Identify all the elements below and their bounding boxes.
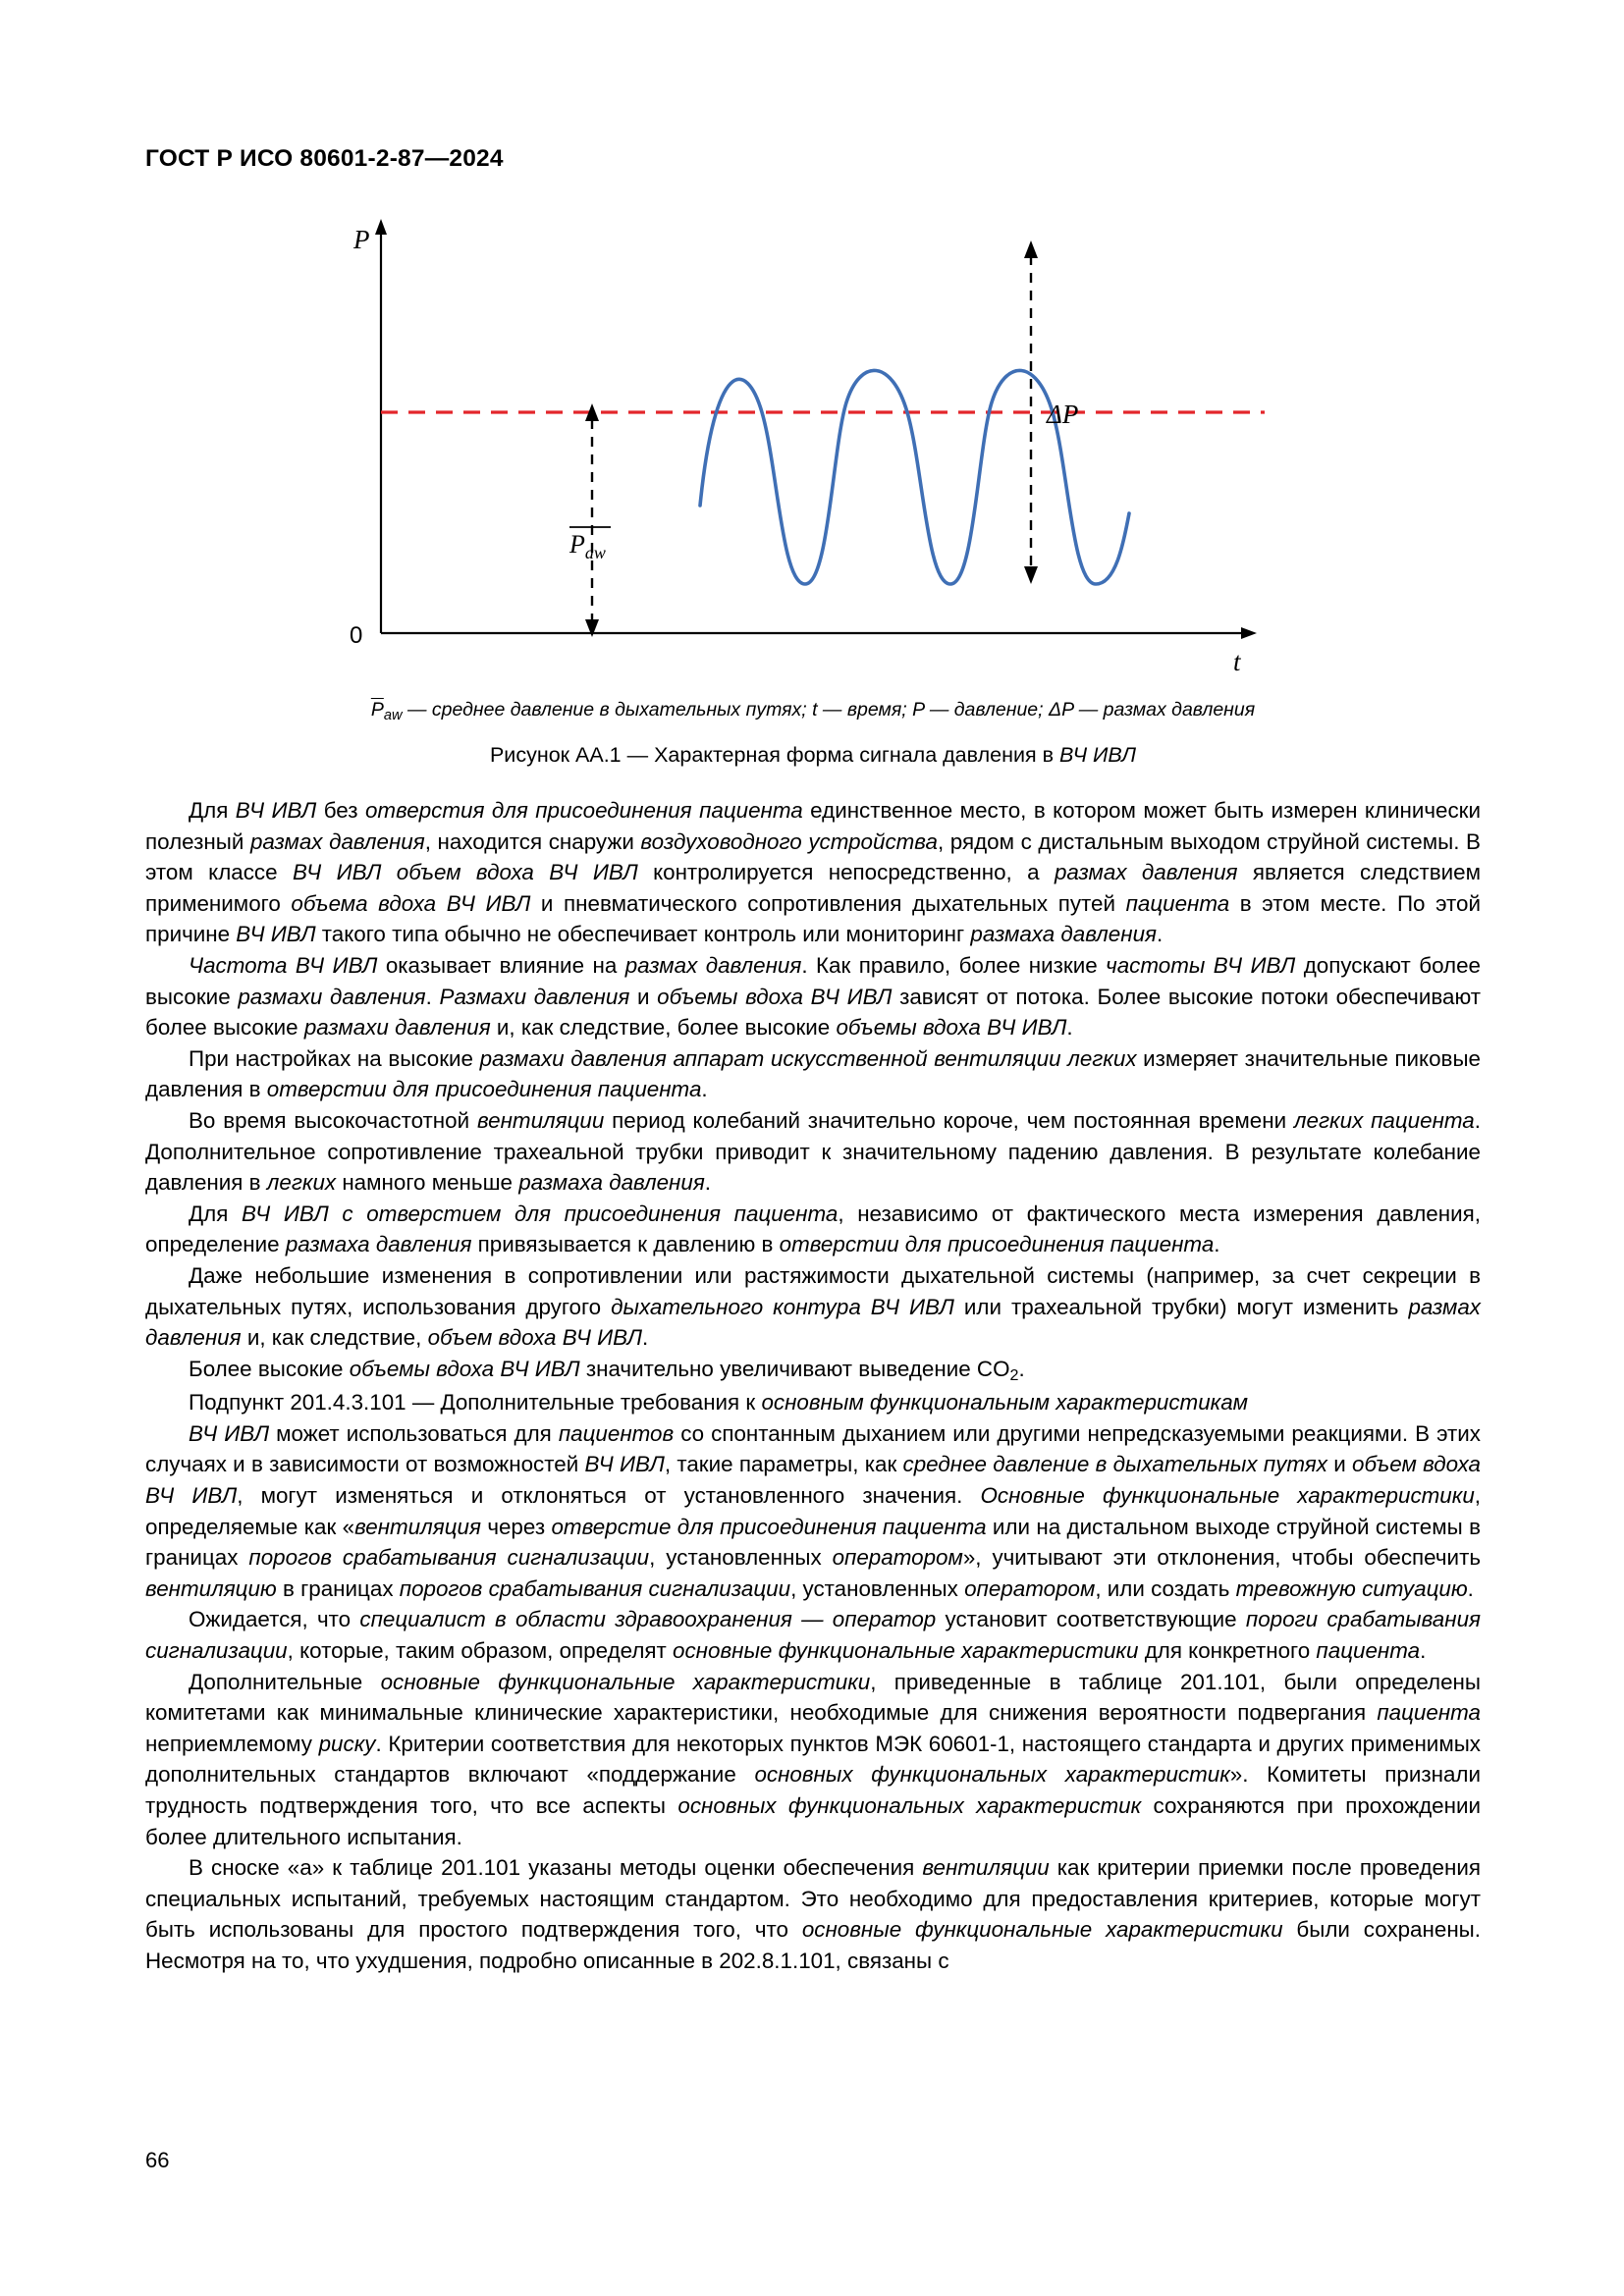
body-text: [145, 795, 1481, 1977]
figure-legend-text: — среднее давление в дыхательных путях; t — время; P — давление; ΔP — размах давления: [406, 699, 1256, 721]
body-paragraph: Для ВЧ ИВЛ без отверстия для присоединения пациента единственное место, в котором может быть измерен клинически полезный размах давления, находится снаружи воздуховодного устройства, рядом с дистальным выходом струйной системы. В этом классе ВЧ ИВЛ объем вдоха ВЧ ИВЛ контролируется непосредственно, а размах давления является следствием применимого объема вдоха ВЧ ИВЛ и пневматического сопротивления дыхательных путей пациента в этом месте. По этой причине ВЧ ИВЛ такого типа обычно не обеспечивает контроль или мониторинг размаха давления.: [145, 798, 1482, 947]
page-number: 66: [145, 2148, 170, 2172]
y-axis-arrow: [375, 219, 387, 235]
x-axis-arrow: [1241, 627, 1257, 639]
body-paragraph: Во время высокочастотной вентиляции период колебаний значительно короче, чем постоянная времени легких пациента. Дополнительное сопротивление трахеальной трубки приводит к значительному падению давления. В результате колебание давления в легких намного меньше размаха давления.: [145, 1107, 1481, 1196]
figure-AA-1: [145, 201, 1481, 712]
body-paragraph: Ожидается, что специалист в области здравоохранения — оператор установит соответствующие пороги срабатывания сигнализации, которые, таким образом, определят основные функциональные характеристики для конкретного пациента.: [145, 1607, 1481, 1664]
svg-text:Paw: $P_{aw}$: [569, 530, 606, 562]
axis-origin-label: 0: [350, 622, 363, 649]
body-paragraph: ВЧ ИВЛ может использоваться для пациентов со спонтанным дыханием или другими непредсказуемыми реакциями. В этих случаях и в зависимости от возможностей ВЧ ИВЛ, такие параметры, как среднее давление в дыхательных путях и объем вдоха ВЧ ИВЛ, могут изменяться и отклоняться от установленного значения. Основные функциональные характеристики, определяемые как «вентиляция через отверстие для присоединения пациента или на дистальном выходе струйной системы в границах порогов срабатывания сигнализации, установленных оператором», учитывают эти отклонения, чтобы обеспечить вентиляцию в границах порогов срабатывания сигнализации, установленных оператором, или создать тревожную ситуацию.: [145, 1420, 1482, 1601]
body-paragraph: Подпункт 201.4.3.101 — Дополнительные требования к основным функциональным характеристикам: [189, 1390, 1249, 1415]
body-paragraph: Более высокие объемы вдоха ВЧ ИВЛ значительно увеличивают выведение $CO_2$.: [189, 1356, 1025, 1385]
delta-p-label: ΔP: [1047, 400, 1079, 429]
body-paragraph: Дополнительные основные функциональные характеристики, приведенные в таблице 201.101, были определены комитетами как минимальные клинические характеристики, необходимые для снижения вероятности подвергания пациента неприемлемому риску. Критерии соответствия для некоторых пунктов МЭК 60601-1, настоящего стандарта и других применимых дополнительных стандартов включают «поддержание основных функциональных характеристик». Комитеты признали трудность подтверждения того, что все аспекты основных функциональных характеристик сохраняются при прохождении более длительного испытания.: [145, 1669, 1482, 1849]
figure-legend: [145, 699, 1481, 721]
body-paragraph: Для ВЧ ИВЛ с отверстием для присоединения пациента, независимо от фактического места измерения давления, определение размаха давления привязывается к давлению в отверстии для присоединения пациента.: [145, 1201, 1481, 1257]
axis-label-time: t: [1233, 647, 1241, 676]
figure-caption: [145, 743, 1481, 768]
figure-caption-prefix: Рисунок АА.1 — Характерная форма сигнала давления в: [489, 743, 1059, 767]
figure-caption-italic: ВЧ ИВЛ: [1058, 743, 1137, 767]
body-paragraph: Частота ВЧ ИВЛ оказывает влияние на размах давления. Как правило, более низкие частоты ВЧ ИВЛ допускают более высокие размахи давления. Размахи давления и объемы вдоха ВЧ ИВЛ зависят от потока. Более высокие потоки обеспечивают более высокие размахи давления и, как следствие, более высокие объемы вдоха ВЧ ИВЛ.: [145, 952, 1481, 1041]
figure-legend-symbol-sub: aw: [383, 707, 403, 723]
delta-p-arrow-head-down: [1024, 566, 1038, 584]
pressure-waveform-chart: [145, 201, 1481, 712]
paw-arrow-head-down: [585, 619, 599, 637]
axis-label-pressure: P: [353, 225, 370, 254]
body-paragraph: При настройках на высокие размахи давления аппарат искусственной вентиляции легких измеряет значительные пиковые давления в отверстии для присоединения пациента.: [145, 1045, 1481, 1102]
body-paragraph: Даже небольшие изменения в сопротивлении или растяжимости дыхательной системы (например, за счет секреции в дыхательных путях, использования другого дыхательного контура ВЧ ИВЛ или трахеальной трубки) могут изменить размах давления и, как следствие, объем вдоха ВЧ ИВЛ.: [145, 1262, 1482, 1351]
delta-p-arrow-head-up: [1024, 240, 1038, 258]
figure-legend-symbol: $\overline{P}$: [370, 699, 384, 721]
body-paragraph: В сноске «а» к таблице 201.101 указаны методы оценки обеспечения вентиляции как критерии приемки после проведения специальных испытаний, требуемых настоящим стандартом. Это необходимо для предоставления критериев, которые могут быть использованы для простого подтверждения того, что основные функциональные характеристики были сохранены. Несмотря на то, что ухудшения, подробно описанные в 202.8.1.101, связаны с: [145, 1855, 1481, 1973]
page-header-standard-number: ГОСТ Р ИСО 80601-2-87—2024: [145, 145, 504, 172]
paw-label: [568, 527, 611, 562]
